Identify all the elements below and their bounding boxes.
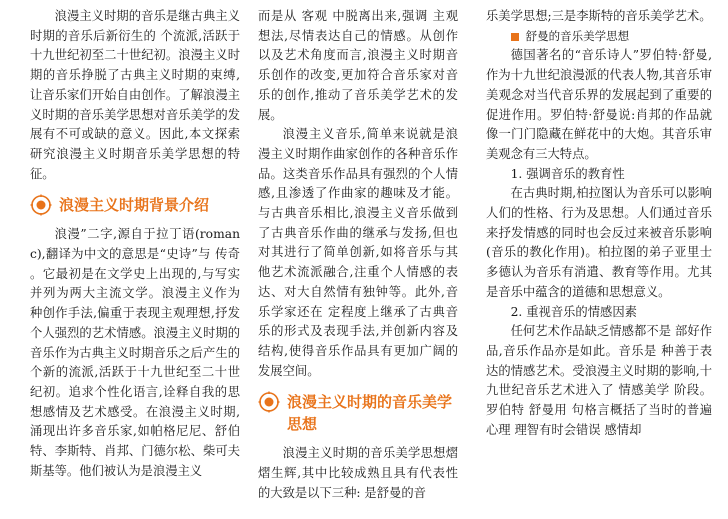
section-heading-aesthetics — [258, 391, 458, 435]
paragraph: 而是从 客观 中脱离出来,强调 主观 想法,尽情表达自己的情感。从创作以及艺术角度而言,浪漫主义时期音乐创作的改变,更加符合音乐家对音乐的创作,推动了音乐美学艺术的发展。 — [258, 9, 458, 122]
paragraph: 德国著名的“音乐诗人”罗伯特·舒曼,作为十九世纪浪漫派的代表人物,其音乐审美观念对当代音乐界的发展起到了重要的促进作用。罗伯特·舒曼说:肖邦的作品就像一门门隐藏在鲜花中的大炮。其音乐审美观念有三大特点。 — [486, 48, 712, 161]
point-heading: 1. 强调音乐的教育性 — [510, 166, 625, 181]
column-1 — [30, 7, 240, 481]
circle-target-icon — [258, 391, 280, 413]
subsection-title: 舒曼的音乐美学思想 — [525, 28, 630, 43]
square-bullet-icon — [511, 33, 519, 41]
paragraph: 浪漫”二字,源自于拉丁语(romanc),翻译为中文的意思是“史诗”与 传奇 。它最初是在文学史上出现的,与写实并列为两大主流文学。浪漫主义作为 种创作手法,偏重于表现主观理想,抒发个人强烈的艺术情感。浪漫主义时期的音乐作为古典主义时期音乐之后产生的 个新的流派,活跃于十九世纪至二十世纪初。追求个性化语言,诠释自我的思想感情及艺术感受。在浪漫主义时期,涌现出许多音乐家,如帕格尼尼、舒伯特、李斯特、肖邦、门德尔松、柴可夫斯基等。他们被认为是浪漫主义 — [30, 227, 240, 478]
paragraph: 浪漫主义时期的音乐美学思想熠熠生辉,其中比较成熟且具有代表性的大致是以下三种: 是舒曼的音 — [258, 446, 458, 500]
section-title: 浪漫主义时期的音乐美学思想 — [287, 393, 453, 434]
paragraph: 浪漫主义时期的音乐是继古典主义时期的音乐后新衍生的 个流派,活跃于十九世纪初至二十世纪初。浪漫主义时期的音乐挣脱了古典主义时期的束缚,让音乐家们开始自由创作。了解浪漫主义时期的音乐美学思想对音乐美学的发展有不可或缺的意义。因此,本文探索研究浪漫主义时期音乐美学思想的特征。 — [30, 9, 240, 181]
column-3 — [486, 7, 712, 440]
column-2 — [258, 7, 458, 503]
section-heading-background — [30, 194, 240, 216]
section-title: 浪漫主义时期背景介绍 — [59, 196, 210, 215]
paragraph: 在古典时期,柏拉图认为音乐可以影响人们的性格、行为及思想。人们通过音乐来抒发情感的同时也会反过来被音乐影响(音乐的教化作用)。柏拉图的弟子亚里士多德认为音乐有消遣、教育等作用。尤其是音乐中蕴含的道德和思想意义。 — [486, 186, 712, 299]
circle-target-icon — [30, 194, 52, 216]
paragraph: 浪漫主义音乐,简单来说就是浪漫主义时期作曲家创作的各种音乐作品。这类音乐作品具有强烈的个人情感,且渗透了作曲家的趣味及才能。与古典音乐相比,浪漫主义音乐做到了古典音乐作曲的继承与发扬,但也对其进行了简单创新,如将音乐与其他艺术流派融合,注重个人情感的表达、对大自然情有独钟等。此外,音乐学家还在 定程度上继承了古典音乐的形式及表现手法,并创新内容及结构,使得音乐作品具有更加广阔的发展空间。 — [258, 127, 458, 378]
point-heading: 2. 重视音乐的情感因素 — [510, 304, 637, 319]
paragraph: 任何艺术作品缺乏情感都不是 部好作品,音乐作品亦是如此。音乐是 种善于表达的情感艺术。受浪漫主义时期的影响,十九世纪音乐艺术进入了 情感美学 阶段。罗伯特 舒曼用 句格言概括了当时的普遍心理 理智有时会错误 感情却 — [486, 324, 712, 437]
paragraph: 乐美学思想;三是李斯特的音乐美学艺术。 — [486, 9, 712, 23]
subsection-heading — [486, 27, 712, 47]
